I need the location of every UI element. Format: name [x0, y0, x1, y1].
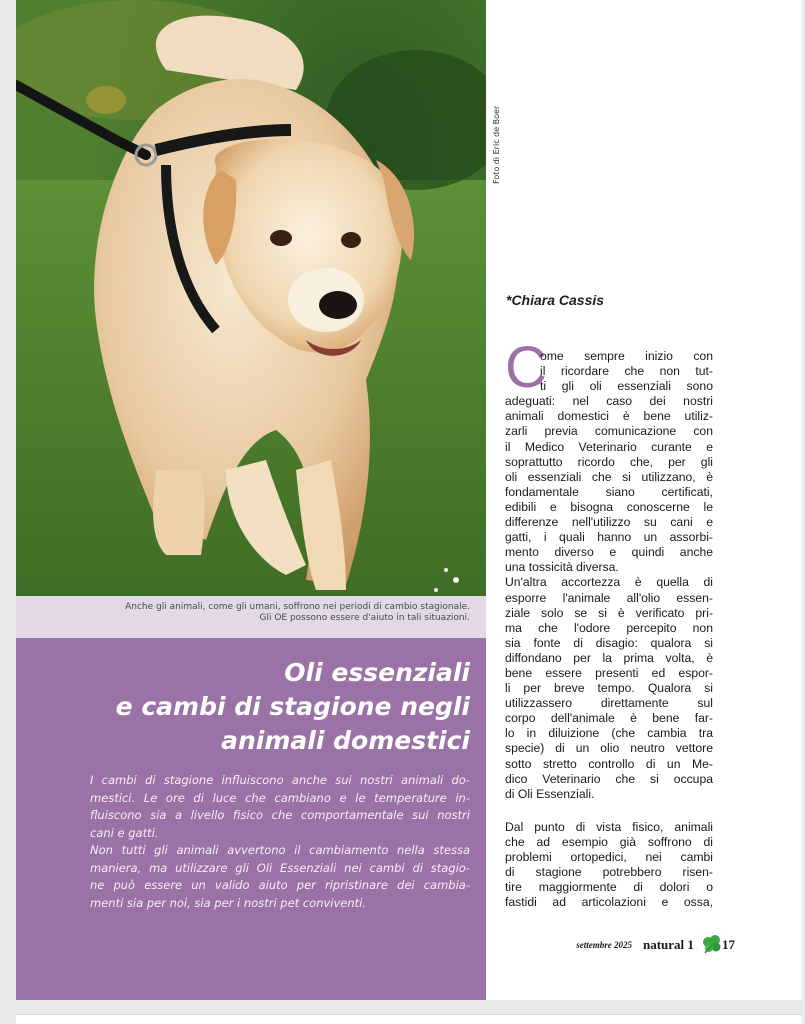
caption-line: Gli OE possono essere d'aiuto in tali situazioni.: [259, 613, 470, 623]
page-number: 17: [722, 937, 735, 952]
body-line: ti gli oli essenziali sono: [540, 379, 713, 394]
body-line: oli essenziali che si utilizzano, è: [505, 469, 713, 484]
body-line: ma che l'odore percepito non: [505, 620, 713, 635]
body-line: di stagione potrebbero risen-: [505, 865, 713, 880]
intro-line: cani e gatti.: [90, 825, 159, 840]
body-line: mento diverso e quindi anche: [505, 545, 713, 560]
body-line: sia fonte di disagio: qualora si: [505, 635, 713, 650]
body-line: ome sempre inizio con: [540, 349, 713, 363]
article-intro: [90, 772, 470, 912]
body-line: bene essere presenti ed espor-: [505, 665, 713, 680]
body-line: problemi ortopedici, nei cambi: [505, 850, 713, 865]
body-line: una tossicità diversa.: [505, 560, 619, 575]
body-line: adeguati: nel caso dei nostri: [505, 394, 713, 409]
body-line: edibili e bisogna conoscerne le: [505, 499, 713, 514]
body-line: esporre l'animale all'olio essen-: [505, 590, 713, 605]
page-footer: [576, 934, 756, 958]
body-column-first: [505, 349, 713, 802]
body-line: sotto stretto controllo di un Me-: [505, 756, 713, 771]
body-line: corpo dell'animale è bene far-: [505, 711, 713, 726]
body-line: Un'altra accortezza è quella di: [505, 575, 713, 590]
body-line: gatti, i quali hanno un assorbi-: [505, 530, 713, 545]
body-line: zarli previa comunicazione con: [505, 424, 713, 439]
intro-line: mestici. Le ore di luce che cambiano e le temperature in-: [90, 790, 470, 805]
title-panel: [16, 638, 486, 1000]
article-title-line: animali domestici: [221, 726, 470, 755]
intro-line: I cambi di stagione influiscono anche sui nostri animali do-: [90, 773, 470, 787]
body-line: li per breve tempo. Qualora si: [505, 681, 713, 696]
body-line: specie) di un olio neutro vettore: [505, 741, 713, 756]
caption-line: Anche gli animali, come gli umani, soffrono nei periodi di cambio stagionale.: [125, 602, 470, 612]
intro-line: Non tutti gli animali avvertono il cambiamento nella stessa: [90, 843, 470, 857]
body-line: tire maggiormente di dolori o: [505, 880, 713, 895]
body-line: ziale solo se si è verificato pri-: [505, 605, 713, 620]
article-author: *Chiara Cassis: [506, 292, 605, 308]
body-line: che ad esempio già soffrono di: [505, 835, 713, 850]
body-line: lo in diluizione (che cambia tra: [505, 726, 713, 741]
body-line: soprattutto ricordo che, per gli: [505, 454, 713, 469]
body-line: fastidi ad articolazioni e ossa,: [505, 895, 713, 910]
intro-line: fluiscono sia a livello fisico che comportamentale sui nostri: [90, 808, 470, 822]
body-column-second: [505, 820, 713, 911]
body-line: utilizzassero direttamente sul: [505, 696, 713, 711]
body-line: fondamentale siano certificati,: [505, 484, 713, 499]
photo-caption: [16, 596, 486, 638]
body-line: animali domestici è bene utiliz-: [505, 409, 713, 424]
golden-retriever-illustration: [16, 0, 486, 596]
body-line: dico Veterinario che si occupa: [505, 771, 713, 786]
drop-cap: C: [505, 335, 547, 400]
magazine-brand: natural 1: [643, 937, 694, 952]
intro-line: maniera, ma utilizzare gli Oli Essenziali nei cambi di stagio-: [90, 860, 470, 875]
magazine-page: [16, 0, 802, 1000]
dog-photo: [16, 0, 486, 596]
article-title-line: e cambi di stagione negli: [115, 692, 470, 721]
issue-date: settembre 2025: [576, 940, 632, 950]
intro-line: menti sia per noi, sia per i nostri pet conviventi.: [90, 895, 367, 910]
body-line: diffondano per la prima volta, è: [505, 650, 713, 665]
body-line: il Medico Veterinario curante e: [505, 439, 713, 454]
article-title-line: Oli essenziali: [284, 658, 470, 687]
body-line: il ricordare che non tut-: [540, 364, 713, 379]
clover-leaf-icon: [701, 934, 723, 954]
body-line: differenze nell'utilizzo su cani e: [505, 515, 713, 530]
photo-credit: Foto di Eric de Boer: [492, 105, 501, 184]
body-line: di Oli Essenziali.: [505, 786, 595, 801]
intro-line: ne può essere un valido aiuto per ripristinare dei cambia-: [90, 878, 470, 892]
body-line: Dal punto di vista fisico, animali: [505, 820, 713, 834]
